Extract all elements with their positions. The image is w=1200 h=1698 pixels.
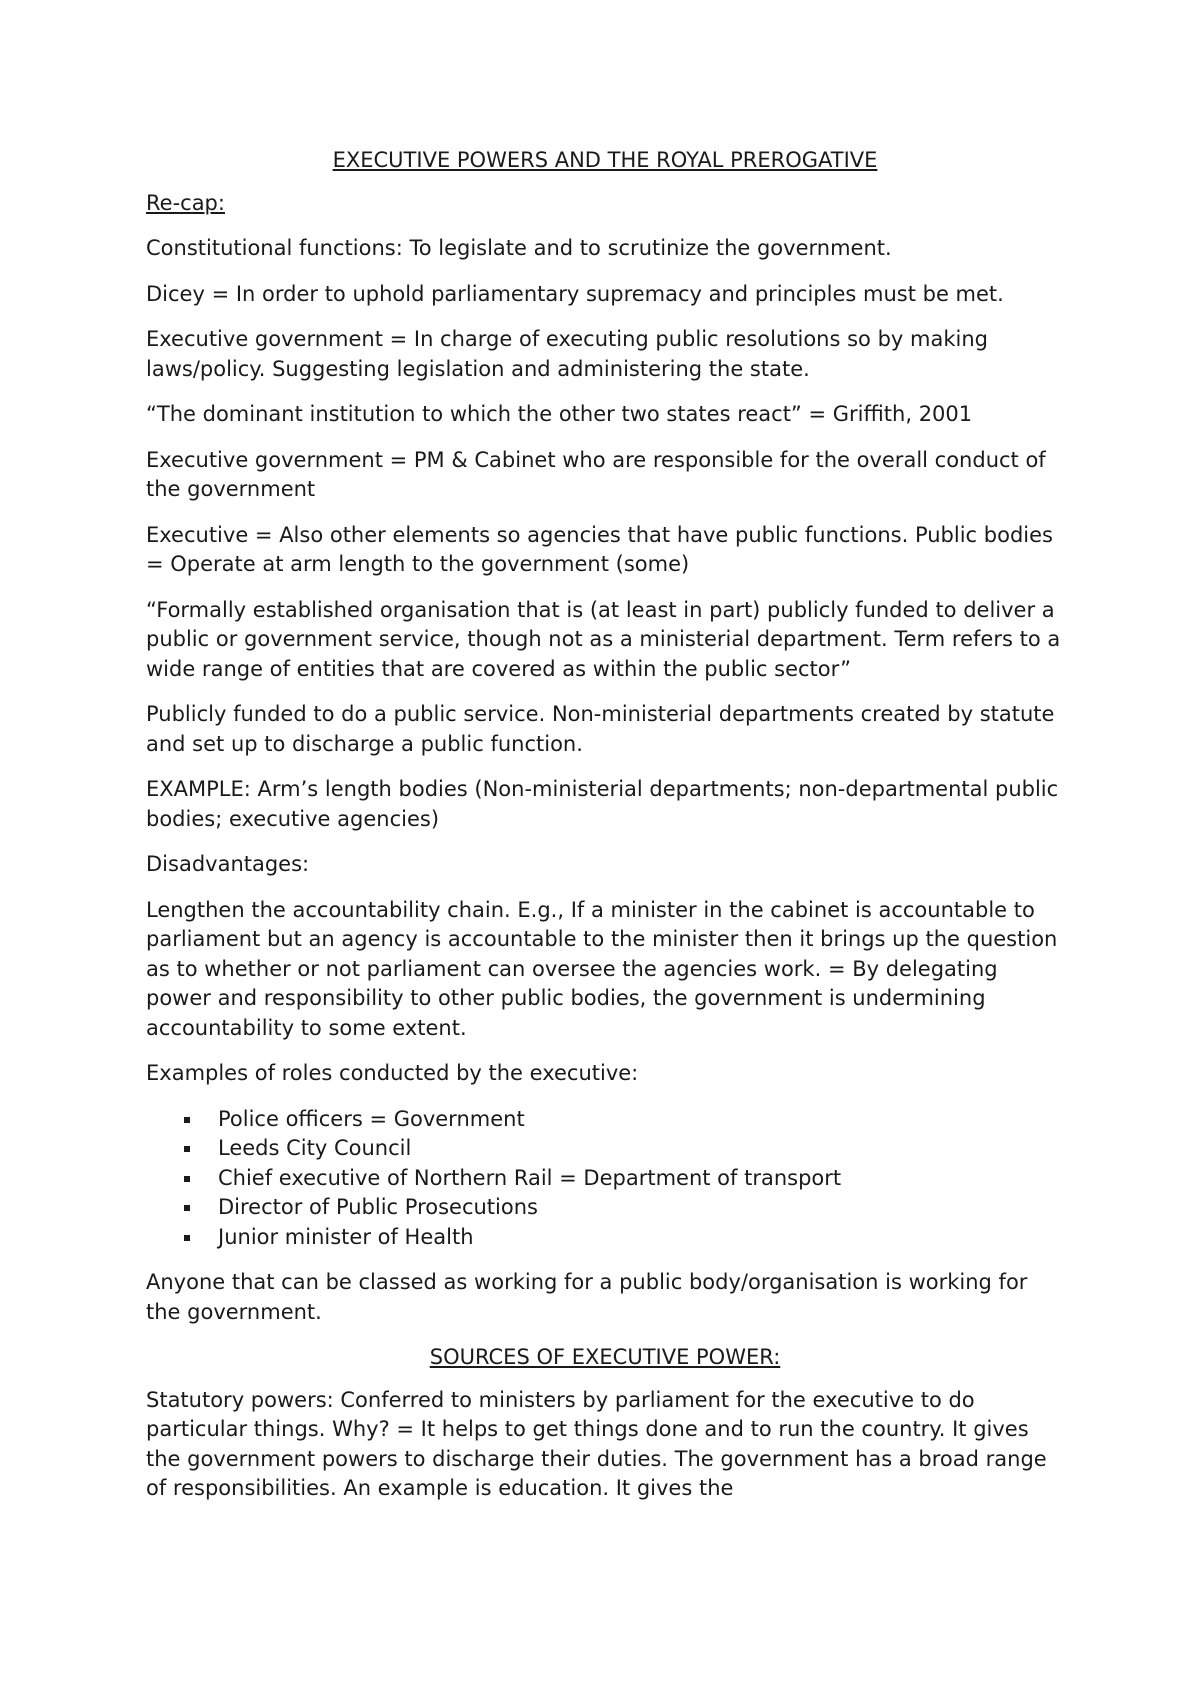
paragraph-public-body-workers: Anyone that can be classed as working for a public body/organisation is working for the government.: [146, 1270, 1028, 1324]
list-item: [146, 1193, 1064, 1223]
paragraph-dicey: Dicey = In order to uphold parliamentary supremacy and principles must be met.: [146, 281, 1004, 306]
list-item-text: Leeds City Council: [218, 1136, 412, 1160]
square-bullet-icon: [184, 1235, 190, 1241]
list-item-text: Director of Public Prosecutions: [218, 1195, 538, 1219]
paragraph-public-bodies: Executive = Also other elements so agencies that have public functions. Public bodies = Operate at arm length to the government (some): [146, 522, 1053, 576]
list-item: [146, 1105, 1064, 1135]
list-item: [146, 1223, 1064, 1253]
list-item-text: Chief executive of Northern Rail = Department of transport: [218, 1165, 842, 1190]
paragraph-pm-cabinet: Executive government = PM & Cabinet who are responsible for the overall conduct of the government: [146, 447, 1046, 501]
paragraph-accountability-chain: Lengthen the accountability chain. E.g., If a minister in the cabinet is accountable to parliament but an agency is accountable to the minister then it brings up the question as to whether or not parliament can oversee the agencies work. = By delegating power and responsibility to other public bodies, the government is undermining accountability to some extent.: [146, 897, 1058, 1040]
disadvantages-label: Disadvantages:: [146, 852, 310, 876]
roles-intro: Examples of roles conducted by the executive:: [146, 1061, 639, 1085]
paragraph-publicly-funded: Publicly funded to do a public service. Non-ministerial departments created by statute and set up to discharge a public function.: [146, 702, 1055, 756]
paragraph-executive-government-definition: Executive government = In charge of executing public resolutions so by making laws/policy. Suggesting legislation and administering the state.: [146, 327, 988, 381]
document-title: EXECUTIVE POWERS AND THE ROYAL PREROGATIVE: [332, 148, 878, 172]
list-item: [146, 1134, 1064, 1164]
square-bullet-icon: [184, 1176, 190, 1182]
square-bullet-icon: [184, 1117, 190, 1123]
paragraph-constitutional-functions: Constitutional functions: To legislate and to scrutinize the government.: [146, 236, 892, 260]
paragraph-statutory-powers: Statutory powers: Conferred to ministers by parliament for the executive to do particular things. Why? = It helps to get things done and to run the country. It gives the government powers to discharge their duties. The government has a broad range of responsibilities. An example is education. It gives the: [146, 1387, 1047, 1500]
list-item: [146, 1164, 1064, 1194]
sources-heading: SOURCES OF EXECUTIVE POWER:: [429, 1345, 781, 1369]
recap-heading: Re-cap:: [146, 190, 225, 215]
square-bullet-icon: [184, 1205, 190, 1211]
paragraph-formal-definition-quote: “Formally established organisation that is (at least in part) publicly funded to deliver a public or government service, though not as a ministerial department. Term refers to a wide range of entities that are covered as within the public sector”: [146, 597, 1061, 681]
square-bullet-icon: [184, 1146, 190, 1152]
roles-list: [146, 1105, 1064, 1253]
document-page: [146, 146, 1064, 1520]
paragraph-griffith-quote: “The dominant institution to which the other two states react” = Griffith, 2001: [146, 402, 973, 426]
list-item-text: Police officers = Government: [218, 1106, 525, 1131]
paragraph-arms-length-example: EXAMPLE: Arm’s length bodies (Non-ministerial departments; non-departmental public bodies; executive agencies): [146, 777, 1059, 831]
list-item-text: Junior minister of Health: [218, 1224, 474, 1249]
